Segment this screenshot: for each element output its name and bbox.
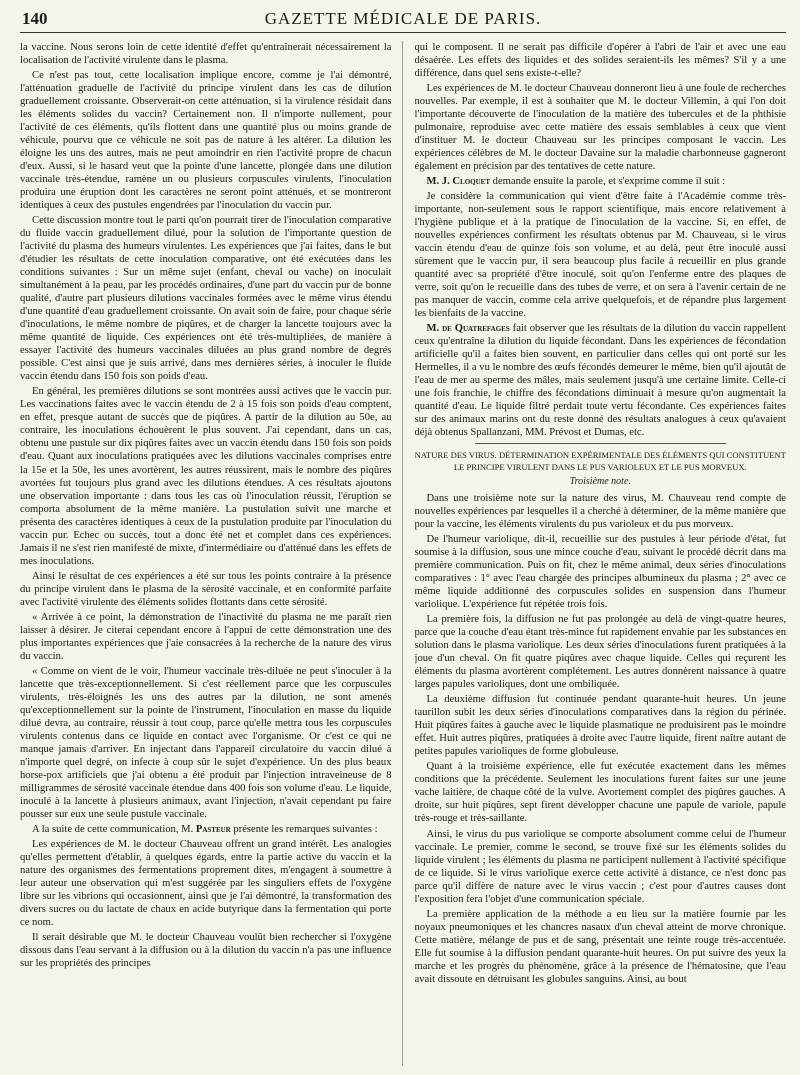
paragraph: Ainsi, le virus du pus variolique se comporte absolument comme celui de l'humeur vaccinale. Le premier, comme le second, se trouve fixé sur les éléments solides du liquide virulent ; les éléments du plasma ne participent nullement à l'activité spécifique de ce liquide. Si le virus variolique exerce cette activité à distance, ce n'est donc pas parce qu'il diffère de nature avec le virus vaccin ; c'est pour d'autres causes dont l'exposition fera l'objet d'une communication spéciale.: [414, 828, 786, 905]
section-title: NATURE DES VIRUS. DÉTERMINATION EXPÉRIMENTALE DES ÉLÉMENTS QUI CONSTITUENT LE PRINCIPE VIRULENT DANS LE PUS VARIOLEUX ET LE PUS MORVEUX.: [414, 450, 786, 472]
right-column: [415, 41, 787, 1066]
quote-paragraph: « Arrivée à ce point, la démonstration de l'inactivité du plasma ne me paraît rien laisser à désirer. Je citerai cependant encore à l'appui de cette démonstration une des plus importantes expériences que j'aie consacrées à la recherche de la nature des virus du vaccin.: [20, 611, 392, 662]
page-number: 140: [22, 9, 48, 28]
divider: [475, 443, 727, 444]
paragraph: [415, 322, 787, 439]
paragraph: Ce n'est pas tout, cette localisation implique encore, comme je l'ai démontré, l'atténuation graduelle de l'activité du principe virulent dans les cas de dilution graduellement croissante. Observerait-on cette atténuation, si la virulence résidait dans les éléments solides du vaccin? Certainement non. Il n'importe nullement, pour l'activité de ces éléments, qu'ils flottent dans une quantité plus ou moins grande de véhicule, pourvu que ce véhicule ne soit pas de nature à les altérer. La dilution les éloigne les uns des autres, mais ne peut amoindrir en rien l'activité propre de chacun d'eux. Aussi, si le hasard veut que la pointe d'une lancette, plongée dans une dilution vaccinale très-étendue, ramène un ou plusieurs corpuscules virulents, l'inoculation produira une éruption dont les caractères ne seront point atténués, et se montreront identiques à ceux des pustules engendrées par l'inoculation du vaccin pur.: [20, 70, 392, 212]
paragraph: Ainsi le résultat de ces expériences a été sur tous les points contraire à la présence du principe virulent dans le plasma de la sérosité vaccinale, et en conformité parfaite avec l'activité virulente des éléments solides flottants dans cette sérosité.: [20, 570, 392, 608]
paragraph: Dans une troisième note sur la nature des virus, M. Chauveau rend compte de nouvelles expériences par lesquelles il a cherché à déterminer, de la même manière que pour la vaccine, les éléments virulents du pus varioleux et du pus morveux.: [414, 493, 786, 531]
paragraph: Les expériences de M. le docteur Chauveau donneront lieu à une foule de recherches nouvelles. Par exemple, il est à souhaiter que M. le docteur Villemin, à qui l'on doit l'importante découverte de l'inoculation de la matière des tubercules et de la phthisie pulmonaire, reproduise avec cette matière des essais semblables à ceux que vient d'instituer M. le docteur Chauveau sur les principes composant le vaccin. Les expériences célèbres de M. le docteur Davaine sur la maladie charbonneuse gagneront également en précision par des tentatives de cette nature.: [414, 83, 786, 173]
paragraph: [415, 175, 787, 188]
paragraph: La deuxième diffusion fut continuée pendant quarante-huit heures. Un jeune taurillon subit les deux séries d'inoculations comparatives dans la région du périnée. Huit piqûres faites à gauche avec le liquide plasmatique ne produisirent pas le moindre effet. Huit autres piqûres, pratiquées à droite avec l'autre liquide, firent naître autant de petites papules varioliques de forme globuleuse.: [414, 694, 786, 758]
paragraph: Les expériences de M. le docteur Chauveau offrent un grand intérêt. Les analogies qu'elles permettent d'établir, à quelques égards, entre la partie active du vaccin et la nature des organismes des fermentations proprement dites, m'engagent à soumettre à leur auteur une observation qui m'est suggérée par les singuliers effets de l'oxygène libre sur les vibrions qui occasionnent, ainsi que je l'ai démontré, la transformation des divers sucres ou du lactate de chaux en acide butyrique dans la fermentation qui porte ce nom.: [20, 838, 392, 929]
speaker-name: Pasteur: [195, 823, 231, 835]
paragraph: Il serait désirable que M. le docteur Chauveau voulût bien rechercher si l'oxygène dissous dans l'eau servant à la diffusion ou à la dilution du vaccin n'a pas une influence sur les propriétés des principes: [20, 932, 392, 970]
paragraph: Quant à la troisième expérience, elle fut exécutée exactement dans les mêmes conditions que la précédente. Seulement les inoculations furent faites sur une jeune vache laitière, de chaque côté de la vulve. Avortement complet des piqûres gauches. A droite, sur huit piqûres, sept firent développer chacune une papule de variole, papule très-rouge et très-saillante.: [414, 761, 786, 825]
left-column: [20, 41, 403, 1066]
quote-paragraph: « Comme on vient de le voir, l'humeur vaccinale très-diluée ne peut s'inoculer à la lancette que très-exceptionnellement. Si c'est réellement parce que les corpuscules virulents, très-éloignés les uns des autres par la dilution, ne sont amenés qu'exceptionnellement sur la pointe de l'instrument, l'inoculation en masse du liquide dilué devra, au contraire, réussir à tout coup, parce qu'elle mettra tous les corpuscules virulents contenus dans ce liquide en contact avec l'organisme. Or c'est ce qui ne manque jamais d'arriver. En injectant dans l'appareil circulatoire du vaccin dilué à n'importe quel degré, on infecte à coup sûr le sujet d'expérience. Un des plus beaux horse-pox artificiels que j'ai obtenu a été produit par l'injection intraveineuse de 8 milligrammes de sérosité vaccinale étendue dans 400 fois son volume d'eau. Le liquide, inoculé à la lancette à plusieurs animaux, avant l'injection, n'avait cependant pu faire pousser sur eux une seule pustule vaccinale.: [20, 665, 392, 820]
speaker-name: M. de Quatrefages: [426, 323, 510, 335]
speaker-name: M. J. Cloquet: [426, 176, 490, 188]
section-subtitle: Troisième note.: [569, 475, 631, 487]
running-head: GAZETTE MÉDICALE DE PARIS.: [264, 9, 542, 28]
paragraph: La première application de la méthode a eu lieu sur la matière fournie par les noyaux pneumoniques et les chancres nasaux d'un cheval atteint de morve chronique. Cette matière, mélange de pus et de sang, présentait une teinte rouge très-accentuée. Elle fut soumise à la diffusion pendant quarante-huit heures. On put suivre des yeux la marche et les progrès du phénomène, grâce à la présence de l'hématosine, que l'eau avait dissoute en détruisant les globules sanguins. Ainsi, au bout: [414, 908, 786, 985]
paragraph: [20, 823, 392, 836]
paragraph: De l'humeur variolique, dit-il, recueillie sur des pustules à leur période d'état, fut soumise à la diffusion, sous une mince couche d'eau, suivant le procédé décrit dans ma première communication. Puis on fit, chez le même animal, deux séries d'inoculations comparatives : 1° avec l'eau chargée des principes albumineux du plasma ; 2° avec ce même liquide additionné des corpuscules solides en suspension dans l'humeur variolique. L'expérience fut répétée trois fois.: [414, 534, 786, 611]
paragraph: la vaccine. Nous serons loin de cette identité d'effet qu'entraînerait nécessairement la localisation de l'activité virulente dans le plasma.: [20, 42, 392, 67]
paragraph: Cette discussion montre tout le parti qu'on pourrait tirer de l'inoculation comparative du fluide vaccin graduellement dilué, pour la solution de l'importante question de l'activité du plasma des humeurs virulentes. Les expériences que j'ai faites, dans le but d'étudier les résultats de cette inoculation comparative, ont été exécutées dans les conditions suivantes : Sur un même sujet (enfant, cheval ou vache) on inoculait simultanément à la peau, par les procédés ordinaires, d'une part du vaccin pur de bonne qualité, d'autre part plusieurs dilutions vaccinales formées avec le même virus étendu d'une quantité d'eau graduellement croissante. On avait soin de faire, pour chaque série d'inoculations, le même nombre de piqûres, et de charger la lancette toujours avec la même quantité de liquide. Ces expériences ont été très-multipliées, de manière à essayer l'activité des humeurs vaccinales diluées au plus grand nombre de degrés possible. C'est ainsi que je suis arrivé, dans mes dernières séries, à inoculer le fluide vaccin étendu dans 150 fois son poids d'eau.: [20, 215, 392, 383]
speaker-text: fait observer que les résultats de la dilution du vaccin rappellent ceux qu'entraîne la dilution du liquide fécondant. Dans les expériences de fécondation artificielle qu'il a faites bien souvent, en particulier dans celles qui ont porté sur les Hermelles, il a vu le nombre des œufs fécondés demeurer le même, bien qu'il ajoutât de l'eau de mer au sperme des mâles, mais seulement jusqu'à une certaine limite. Celle-ci une fois franchie, le chiffre des fécondations diminuait à mesure qu'on augmentait la quantité d'eau. Le liquide filtré perdait toute vertu fécondante. Ces expériences faites sur des animaux marins ont du reste donné des résultats analogues à ceux qu'avaient déjà obtenus Spallanzani, MM. Prévost et Dumas, etc.: [414, 323, 786, 439]
paragraph: La première fois, la diffusion ne fut pas prolongée au delà de vingt-quatre heures, parce que la couche d'eau étant très-mince fut rapidement envahie par les substances en solution dans le plasma variolique. Les deux séries d'inoculations furent pratiquées à la joue d'un cheval. On fit quatre piqûres avec chaque liquide. Celles qui reçurent les éléments du plasma avortèrent complétement. Les autres donnèrent naissance à quatre larges papules varioliques, dont une ombiliquée.: [414, 614, 786, 691]
lead-tail: présente les remarques suivantes :: [230, 823, 378, 835]
columns: [20, 41, 786, 1066]
page-header: [20, 0, 786, 33]
speaker-text: demande ensuite la parole, et s'exprime comme il suit :: [490, 176, 726, 188]
paragraph: qui le composent. Il ne serait pas difficile d'opérer à l'abri de l'air et avec une eau désaérée. Les effets des liquides et des solides seraient-ils les mêmes? S'il y a une différence, dans quel sens existe-t-elle?: [414, 42, 786, 80]
lead-text: A la suite de cette communication, M.: [32, 823, 196, 835]
paragraph: En général, les premières dilutions se sont montrées aussi actives que le vaccin pur. Les vaccinations faites avec le vaccin étendu de 2 à 15 fois son poids d'eau comptent, en effet, presque autant de succès que de piqûres. A partir de la dilution au 50e, au contraire, les inoculations échouèrent le plus souvent. J'ai cependant, dans un cas, obtenu une pustule sur dix piqûres faites avec un vaccin étendu dans 150 fois son poids d'eau. Quant aux inoculations pratiquées avec les dilutions vaccinales comprises entre la 15e et la 50e, les unes avortèrent, les autres réussirent, mais le nombre des piqûres avortées fut toujours plus grand avec les dilutions étendues. A ces résultats ajoutons une observation importante : dans tous les cas où l'inoculation réussit, l'éruption se comporta absolument de la même manière. La pustulation suivit une marche et présenta des caractères identiques à ceux de la pustulation produite par l'inoculation du vaccin pur. Echec ou succès, tout a donc été net et complet dans ces expériences. Jamais il ne s'est rien manifesté de mixte, d'intermédiaire ou d'atténué dans les effets de mes inoculations.: [20, 386, 392, 567]
paragraph: Je considère la communication qui vient d'être faite à l'Académie comme très-importante, non-seulement sous le rapport scientifique, mais encore relativement à l'hygiène publique et à la pratique de l'inoculation de la vaccine. Si, en effet, de nouvelles expériences confirment les résultats obtenus par M. Chauveau, si le virus vaccin étendu d'eau de quinze fois son volume, et au delà, peut être inoculé aussi sûrement que le vaccin pur, il sera beaucoup plus facile à recueillir en plus grande quantité avec sa propriété d'être inoculé, soit qu'on l'enferme entre des plaques de verre, soit qu'on le recueille dans des tubes de verre, et on sera à l'avenir certain de ne pas manquer de vaccin, comme cela arrive quelquefois, et de répandre plus largement les bienfaits de la vaccine.: [414, 191, 786, 320]
